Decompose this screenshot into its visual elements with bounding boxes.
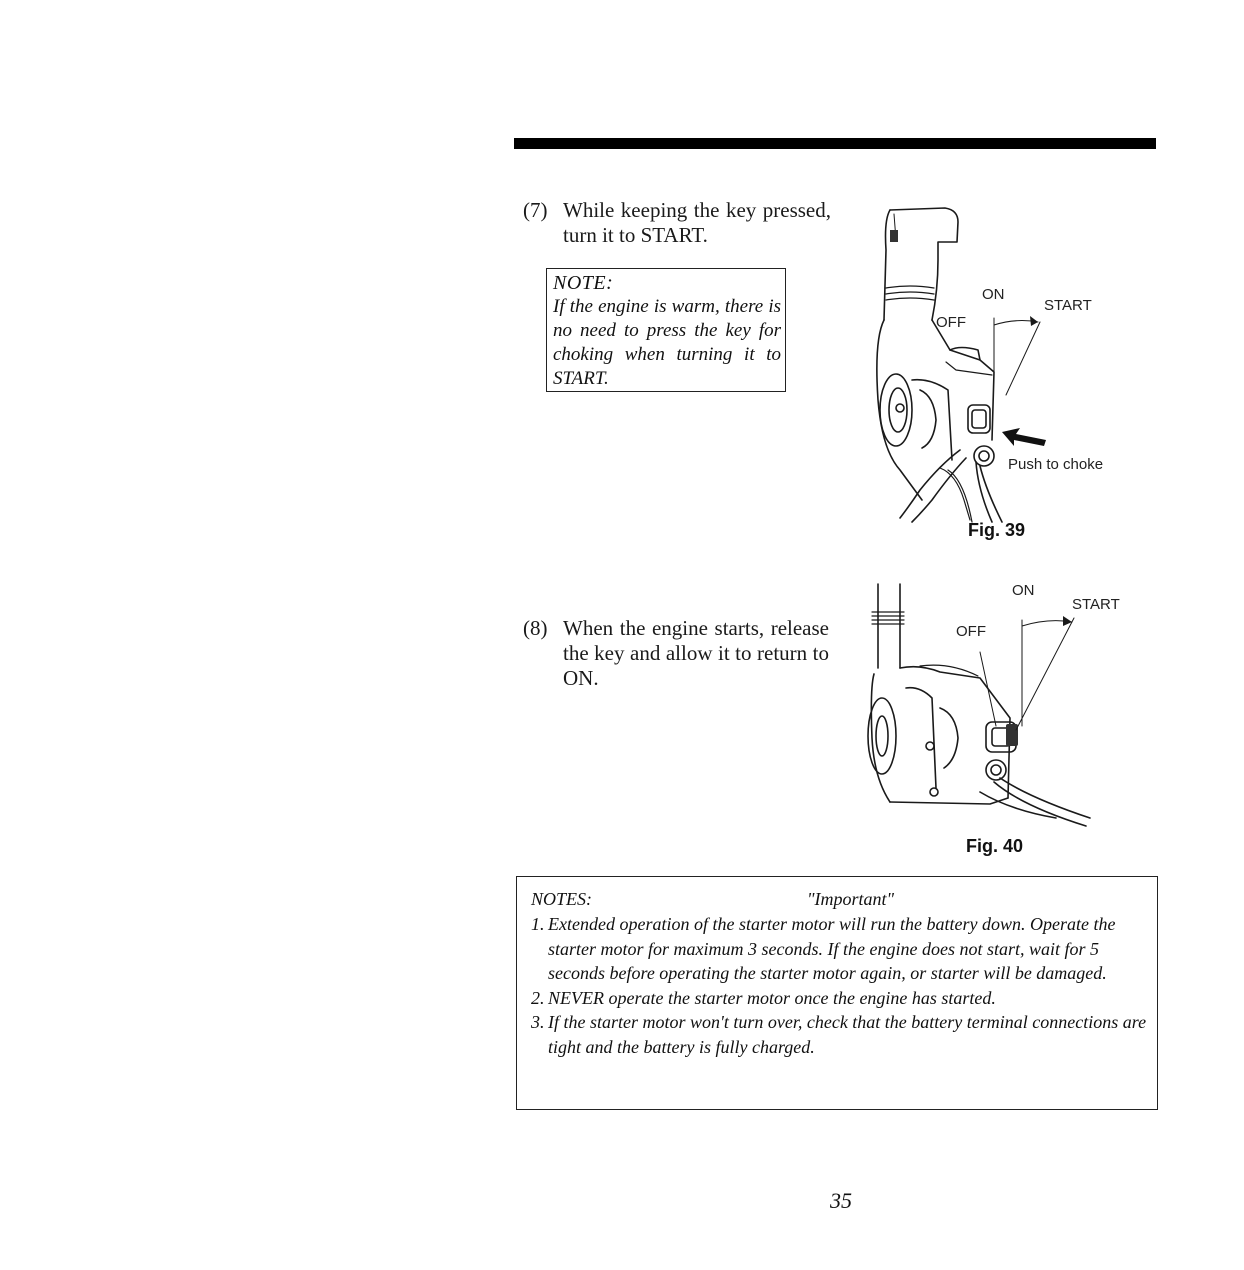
step-8 (523, 616, 833, 696)
header-rule (514, 138, 1156, 149)
fig39-label-off: OFF (936, 314, 966, 331)
important-notes-box (516, 876, 1158, 1110)
notes-item-text: NEVER operate the starter motor once the engine has started. (548, 987, 996, 1008)
note-text: If the engine is warm, there is no need to press the key for choking when turning it to START. (553, 296, 781, 389)
notes-important-label: "Important" (807, 889, 895, 909)
note-title: NOTE: (553, 272, 614, 294)
fig39-label-on: ON (982, 286, 1005, 303)
remote-control-drawing-40 (860, 578, 1130, 838)
notes-list (531, 912, 1149, 1059)
notes-item (531, 912, 1149, 986)
notes-item-number: 2. (531, 987, 545, 1008)
step-8-number: (8) (523, 616, 548, 640)
step-8-text: When the engine starts, release the key and allow it to return to ON. (563, 616, 829, 690)
notes-header (531, 887, 1131, 911)
fig40-label-start: START (1072, 596, 1120, 613)
notes-title: NOTES: (531, 889, 593, 909)
notes-item (531, 986, 1149, 1011)
notes-item-text: Extended operation of the starter motor will run the battery down. Operate the starter motor for maximum 3 seconds. If the engine does not start, wait for 5 seconds before operating the starter motor again, or starter will be damaged. (548, 914, 1116, 983)
note-box (546, 268, 786, 392)
fig39-label-push: Push to choke (1008, 456, 1104, 473)
notes-item-number: 3. (531, 1012, 545, 1032)
step-7-number: (7) (523, 198, 548, 222)
figure-40 (860, 578, 1130, 856)
fig40-label-on: ON (1012, 582, 1035, 599)
step-7-text: While keeping the key pressed, turn it to START. (563, 198, 831, 247)
notes-item-number: 1. (531, 914, 545, 934)
notes-item (531, 1010, 1149, 1059)
fig40-caption: Fig. 40 (966, 836, 1024, 856)
fig39-label-start: START (1044, 297, 1092, 314)
figure-39 (860, 200, 1120, 540)
page-number: 35 (830, 1188, 852, 1213)
step-7 (523, 198, 833, 250)
remote-control-drawing-39 (860, 200, 1120, 530)
fig39-caption: Fig. 39 (968, 520, 1026, 540)
fig40-label-off: OFF (956, 623, 986, 640)
notes-item-text: If the starter motor won't turn over, check that the battery terminal connections are tight and the battery is fully charged. (548, 1012, 1147, 1057)
